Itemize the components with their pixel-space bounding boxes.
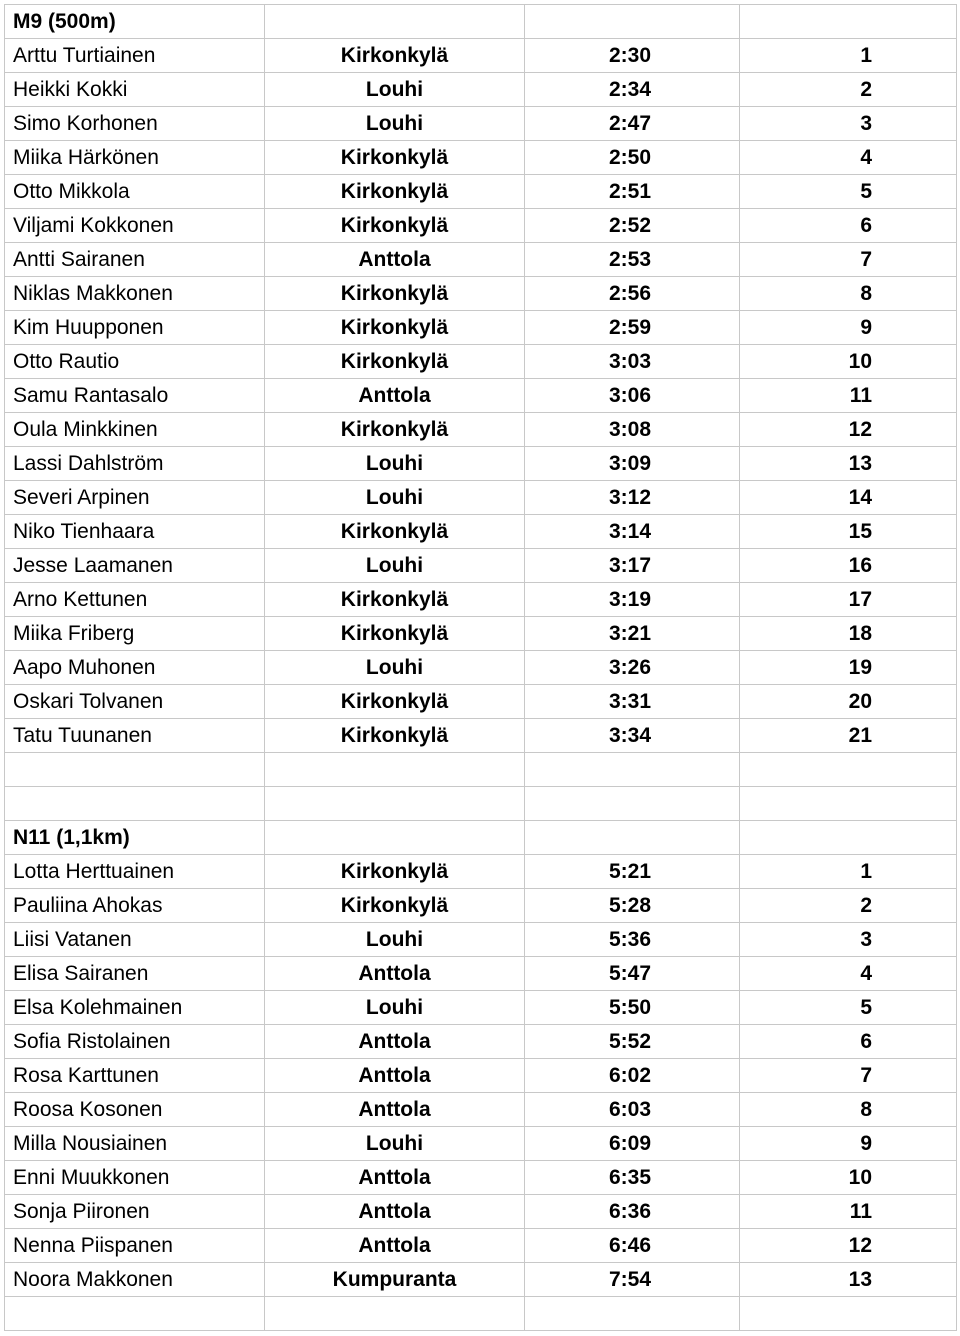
- table-row: [5, 209, 957, 243]
- table-row: [5, 1263, 957, 1297]
- placement: 5: [740, 175, 957, 209]
- section-title: N11 (1,1km): [5, 821, 265, 855]
- athlete-name: Miika Friberg: [5, 617, 265, 651]
- club-name: Anttola: [265, 379, 525, 413]
- athlete-name: Arttu Turtiainen: [5, 39, 265, 73]
- placement: 5: [740, 991, 957, 1025]
- placement: 9: [740, 311, 957, 345]
- placement: 13: [740, 1263, 957, 1297]
- club-name: Louhi: [265, 73, 525, 107]
- athlete-name: Niko Tienhaara: [5, 515, 265, 549]
- club-name: Kirkonkylä: [265, 141, 525, 175]
- athlete-name: Otto Mikkola: [5, 175, 265, 209]
- finish-time: 2:34: [525, 73, 740, 107]
- club-name: Kirkonkylä: [265, 39, 525, 73]
- athlete-name: Simo Korhonen: [5, 107, 265, 141]
- club-name: Kirkonkylä: [265, 583, 525, 617]
- table-row: [5, 311, 957, 345]
- athlete-name: Pauliina Ahokas: [5, 889, 265, 923]
- finish-time: 5:50: [525, 991, 740, 1025]
- empty-cell: [525, 1297, 740, 1331]
- table-row: [5, 957, 957, 991]
- club-name: Louhi: [265, 651, 525, 685]
- finish-time: 6:46: [525, 1229, 740, 1263]
- placement: 15: [740, 515, 957, 549]
- athlete-name: Roosa Kosonen: [5, 1093, 265, 1127]
- finish-time: 6:09: [525, 1127, 740, 1161]
- finish-time: 2:47: [525, 107, 740, 141]
- finish-time: 3:26: [525, 651, 740, 685]
- club-name: Louhi: [265, 991, 525, 1025]
- athlete-name: Tatu Tuunanen: [5, 719, 265, 753]
- table-row: [5, 73, 957, 107]
- finish-time: 5:28: [525, 889, 740, 923]
- table-row: [5, 1093, 957, 1127]
- table-row: [5, 1195, 957, 1229]
- athlete-name: Heikki Kokki: [5, 73, 265, 107]
- finish-time: 5:52: [525, 1025, 740, 1059]
- club-name: Anttola: [265, 1229, 525, 1263]
- table-row: [5, 1059, 957, 1093]
- club-name: Kirkonkylä: [265, 345, 525, 379]
- table-row: [5, 855, 957, 889]
- placement: 11: [740, 1195, 957, 1229]
- club-name: Louhi: [265, 923, 525, 957]
- table-row: [5, 549, 957, 583]
- finish-time: 5:36: [525, 923, 740, 957]
- placement: 4: [740, 957, 957, 991]
- club-name: Kirkonkylä: [265, 277, 525, 311]
- table-row: [5, 175, 957, 209]
- table-row: [5, 481, 957, 515]
- empty-cell: [265, 1297, 525, 1331]
- table-row: [5, 923, 957, 957]
- finish-time: 2:53: [525, 243, 740, 277]
- finish-time: 2:56: [525, 277, 740, 311]
- placement: 1: [740, 39, 957, 73]
- placement: 1: [740, 855, 957, 889]
- placement: 10: [740, 345, 957, 379]
- club-name: Louhi: [265, 481, 525, 515]
- club-name: Kirkonkylä: [265, 889, 525, 923]
- athlete-name: Elisa Sairanen: [5, 957, 265, 991]
- table-row: [5, 583, 957, 617]
- placement: 20: [740, 685, 957, 719]
- finish-time: 3:06: [525, 379, 740, 413]
- placement: 3: [740, 107, 957, 141]
- table-row: [5, 719, 957, 753]
- finish-time: 5:21: [525, 855, 740, 889]
- placement: 2: [740, 889, 957, 923]
- finish-time: 3:03: [525, 345, 740, 379]
- finish-time: 3:21: [525, 617, 740, 651]
- blank-row: [5, 753, 957, 787]
- empty-cell: [5, 1297, 265, 1331]
- section-heading-row: [5, 5, 957, 39]
- club-name: Anttola: [265, 957, 525, 991]
- empty-cell: [5, 753, 265, 787]
- results-body: [5, 5, 957, 1331]
- club-name: Anttola: [265, 1059, 525, 1093]
- table-row: [5, 447, 957, 481]
- empty-cell: [740, 1297, 957, 1331]
- athlete-name: Elsa Kolehmainen: [5, 991, 265, 1025]
- table-row: [5, 1229, 957, 1263]
- placement: 4: [740, 141, 957, 175]
- club-name: Kirkonkylä: [265, 209, 525, 243]
- finish-time: 3:14: [525, 515, 740, 549]
- finish-time: 2:50: [525, 141, 740, 175]
- athlete-name: Lotta Herttuainen: [5, 855, 265, 889]
- finish-time: 6:36: [525, 1195, 740, 1229]
- empty-cell: [525, 753, 740, 787]
- athlete-name: Viljami Kokkonen: [5, 209, 265, 243]
- placement: 18: [740, 617, 957, 651]
- placement: 7: [740, 243, 957, 277]
- placement: 11: [740, 379, 957, 413]
- club-name: Anttola: [265, 243, 525, 277]
- finish-time: 2:59: [525, 311, 740, 345]
- placement: 6: [740, 209, 957, 243]
- club-name: Kirkonkylä: [265, 617, 525, 651]
- athlete-name: Lassi Dahlström: [5, 447, 265, 481]
- athlete-name: Oskari Tolvanen: [5, 685, 265, 719]
- table-row: [5, 1025, 957, 1059]
- placement: 9: [740, 1127, 957, 1161]
- empty-cell: [265, 821, 525, 855]
- empty-cell: [740, 753, 957, 787]
- table-row: [5, 39, 957, 73]
- table-row: [5, 277, 957, 311]
- placement: 16: [740, 549, 957, 583]
- athlete-name: Otto Rautio: [5, 345, 265, 379]
- placement: 2: [740, 73, 957, 107]
- athlete-name: Arno Kettunen: [5, 583, 265, 617]
- placement: 7: [740, 1059, 957, 1093]
- finish-time: 2:52: [525, 209, 740, 243]
- finish-time: 6:02: [525, 1059, 740, 1093]
- placement: 14: [740, 481, 957, 515]
- finish-time: 7:54: [525, 1263, 740, 1297]
- table-row: [5, 1127, 957, 1161]
- finish-time: 3:17: [525, 549, 740, 583]
- club-name: Kirkonkylä: [265, 719, 525, 753]
- finish-time: 3:09: [525, 447, 740, 481]
- empty-cell: [5, 787, 265, 821]
- club-name: Kirkonkylä: [265, 685, 525, 719]
- blank-row: [5, 1297, 957, 1331]
- club-name: Louhi: [265, 107, 525, 141]
- table-row: [5, 685, 957, 719]
- finish-time: 3:31: [525, 685, 740, 719]
- table-row: [5, 651, 957, 685]
- club-name: Anttola: [265, 1161, 525, 1195]
- athlete-name: Jesse Laamanen: [5, 549, 265, 583]
- club-name: Louhi: [265, 447, 525, 481]
- finish-time: 3:19: [525, 583, 740, 617]
- empty-cell: [525, 821, 740, 855]
- club-name: Anttola: [265, 1025, 525, 1059]
- athlete-name: Sonja Piironen: [5, 1195, 265, 1229]
- club-name: Kirkonkylä: [265, 311, 525, 345]
- table-row: [5, 345, 957, 379]
- placement: 12: [740, 413, 957, 447]
- table-row: [5, 991, 957, 1025]
- empty-cell: [265, 787, 525, 821]
- placement: 21: [740, 719, 957, 753]
- club-name: Kirkonkylä: [265, 855, 525, 889]
- club-name: Anttola: [265, 1195, 525, 1229]
- results-table: [4, 4, 957, 1331]
- placement: 6: [740, 1025, 957, 1059]
- placement: 13: [740, 447, 957, 481]
- finish-time: 2:51: [525, 175, 740, 209]
- table-row: [5, 413, 957, 447]
- table-row: [5, 515, 957, 549]
- athlete-name: Enni Muukkonen: [5, 1161, 265, 1195]
- placement: 19: [740, 651, 957, 685]
- athlete-name: Miika Härkönen: [5, 141, 265, 175]
- finish-time: 3:08: [525, 413, 740, 447]
- athlete-name: Oula Minkkinen: [5, 413, 265, 447]
- section-heading-row: [5, 821, 957, 855]
- section-title: M9 (500m): [5, 5, 265, 39]
- club-name: Anttola: [265, 1093, 525, 1127]
- club-name: Louhi: [265, 549, 525, 583]
- finish-time: 2:30: [525, 39, 740, 73]
- athlete-name: Sofia Ristolainen: [5, 1025, 265, 1059]
- athlete-name: Severi Arpinen: [5, 481, 265, 515]
- club-name: Louhi: [265, 1127, 525, 1161]
- table-row: [5, 141, 957, 175]
- table-row: [5, 243, 957, 277]
- athlete-name: Niklas Makkonen: [5, 277, 265, 311]
- finish-time: 5:47: [525, 957, 740, 991]
- finish-time: 6:03: [525, 1093, 740, 1127]
- club-name: Kirkonkylä: [265, 175, 525, 209]
- empty-cell: [525, 5, 740, 39]
- athlete-name: Noora Makkonen: [5, 1263, 265, 1297]
- athlete-name: Samu Rantasalo: [5, 379, 265, 413]
- athlete-name: Aapo Muhonen: [5, 651, 265, 685]
- placement: 8: [740, 1093, 957, 1127]
- empty-cell: [525, 787, 740, 821]
- placement: 3: [740, 923, 957, 957]
- athlete-name: Kim Huupponen: [5, 311, 265, 345]
- finish-time: 3:12: [525, 481, 740, 515]
- placement: 8: [740, 277, 957, 311]
- athlete-name: Rosa Karttunen: [5, 1059, 265, 1093]
- club-name: Kirkonkylä: [265, 413, 525, 447]
- placement: 10: [740, 1161, 957, 1195]
- empty-cell: [265, 753, 525, 787]
- empty-cell: [265, 5, 525, 39]
- athlete-name: Nenna Piispanen: [5, 1229, 265, 1263]
- blank-row: [5, 787, 957, 821]
- athlete-name: Liisi Vatanen: [5, 923, 265, 957]
- table-row: [5, 379, 957, 413]
- empty-cell: [740, 787, 957, 821]
- club-name: Kumpuranta: [265, 1263, 525, 1297]
- table-row: [5, 889, 957, 923]
- club-name: Kirkonkylä: [265, 515, 525, 549]
- finish-time: 6:35: [525, 1161, 740, 1195]
- table-row: [5, 107, 957, 141]
- empty-cell: [740, 821, 957, 855]
- athlete-name: Antti Sairanen: [5, 243, 265, 277]
- placement: 17: [740, 583, 957, 617]
- athlete-name: Milla Nousiainen: [5, 1127, 265, 1161]
- placement: 12: [740, 1229, 957, 1263]
- empty-cell: [740, 5, 957, 39]
- table-row: [5, 617, 957, 651]
- finish-time: 3:34: [525, 719, 740, 753]
- table-row: [5, 1161, 957, 1195]
